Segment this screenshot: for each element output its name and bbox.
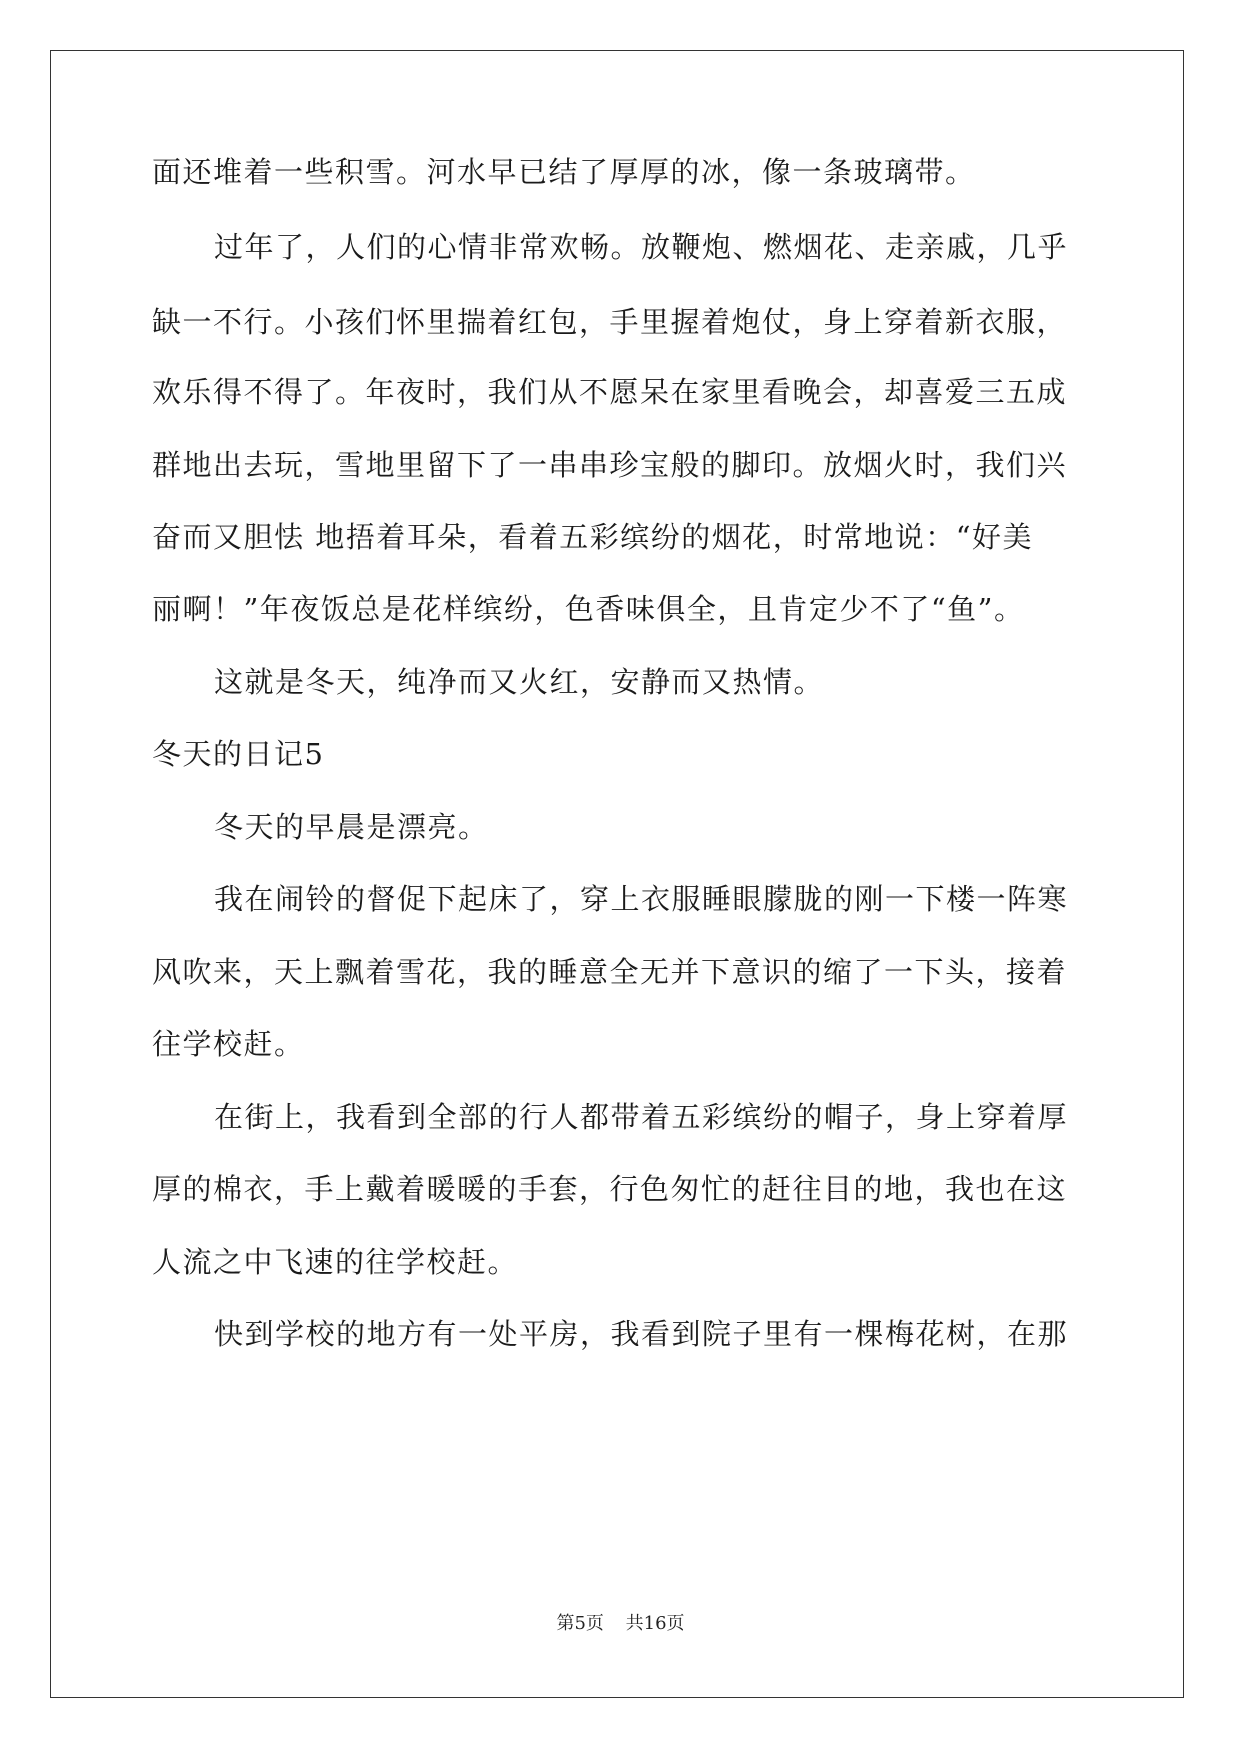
section-heading: 冬天的日记5: [152, 737, 325, 771]
text-line: 往学校赶。: [152, 1027, 305, 1061]
paragraph-start-line: 冬天的早晨是漂亮。: [214, 810, 489, 844]
paragraph-start-line: 这就是冬天，纯净而又火红，安静而又热情。: [214, 665, 825, 699]
paragraph-start-line: 在街上，我看到全部的行人都带着五彩缤纷的帽子，身上穿着厚: [214, 1100, 1069, 1134]
page-border: [50, 50, 1184, 1698]
current-page-label: 第5页: [556, 1613, 604, 1634]
text-line: 厚的棉衣，手上戴着暖暖的手套，行色匆忙的赶往目的地，我也在这: [152, 1172, 1068, 1206]
text-line: 缺一不行。小孩们怀里揣着红包，手里握着炮仗，身上穿着新衣服，: [152, 305, 1068, 339]
text-line: 欢乐得不得了。年夜时，我们从不愿呆在家里看晚会，却喜爱三五成: [152, 375, 1068, 409]
text-line: 风吹来，天上飘着雪花，我的睡意全无并下意识的缩了一下头，接着: [152, 955, 1068, 989]
text-line: 面还堆着一些积雪。河水早已结了厚厚的冰，像一条玻璃带。: [152, 155, 976, 189]
paragraph-start-line: 过年了，人们的心情非常欢畅。放鞭炮、燃烟花、走亲戚，几乎: [214, 230, 1069, 264]
text-line: 丽啊！”年夜饭总是花样缤纷，色香味俱全，且肯定少不了“鱼”。: [152, 592, 1025, 626]
paragraph-start-line: 我在闹铃的督促下起床了，穿上衣服睡眼朦胧的刚一下楼一阵寒: [214, 882, 1069, 916]
text-line: 人流之中飞速的往学校赶。: [152, 1245, 519, 1279]
text-line: 奋而又胆怯 地捂着耳朵，看着五彩缤纷的烟花，时常地说：“好美: [152, 520, 1034, 554]
page-footer: [0, 1612, 1241, 1636]
total-pages-label: 共16页: [625, 1613, 685, 1634]
text-line: 群地出去玩，雪地里留下了一串串珍宝般的脚印。放烟火时，我们兴: [152, 448, 1068, 482]
paragraph-start-line: 快到学校的地方有一处平房，我看到院子里有一棵梅花树，在那: [214, 1317, 1069, 1351]
